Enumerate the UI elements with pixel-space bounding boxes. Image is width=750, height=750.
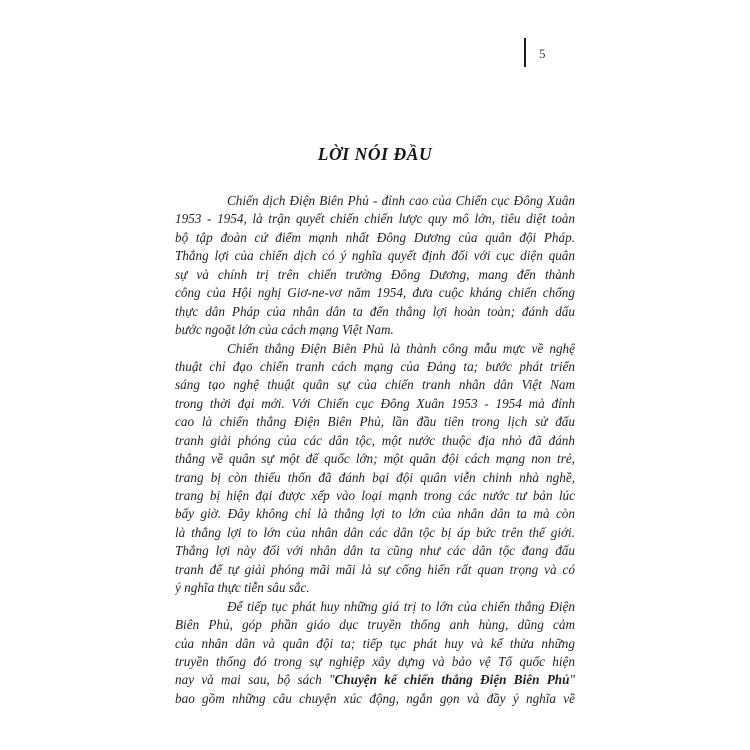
text-line [175,598,575,616]
text-segment: sáng tạo nghệ thuật quân sự của chiến tranh nhân dân Việt Nam [175,377,575,393]
text-segment: bộ tập đoàn cứ điểm mạnh nhất Đông Dương của quân đội Pháp. [175,229,575,245]
text-segment: bước ngoặt lớn của cách mạng Việt Nam. [175,322,394,338]
text-segment: thực dân Pháp của nhân dân ta đến thắng lợi hoàn toàn; đánh dấu [175,303,575,319]
text-line [175,376,575,394]
text-line [175,469,575,487]
text-segment: của nhân dân và quân đội ta; tiếp tục phát huy và kế thừa những [175,635,575,651]
text-segment: trang bị còn thiếu thốn đã đánh bại đội quân viễn chinh nhà nghề, [175,469,575,485]
text-line [175,450,575,468]
text-segment: Để tiếp tục phát huy những giá trị to lớn của chiến thắng Điện [227,598,575,614]
text-segment: tranh để tự giải phóng mãi mãi là sự cống hiến rất quan trọng và có [175,561,575,577]
text-segment: bao gồm những câu chuyện xúc động, ngắn gọn và đầy ý nghĩa về [175,690,575,706]
text-segment: trong thời đại mới. Với Chiến cục Đông Xuân 1953 - 1954 mà đỉnh [175,395,575,411]
text-segment: trang bị hiện đại được xếp vào loại mạnh trong các nước tư bản lúc [175,488,575,503]
text-segment: là thắng lợi to lớn của nhân dân các dân tộc bị áp bức trên thế giới. [175,524,575,540]
text-segment: Thắng lợi của chiến dịch có ý nghĩa quyết định đối với cục diện quân [175,248,575,264]
page-number: 5 [539,46,546,61]
text-line [175,321,575,339]
text-line [175,340,575,358]
text-line [175,432,575,450]
body-text [175,192,575,708]
text-segment: cao là chiến thắng Điện Biên Phủ, lần đầu tiên trong lịch sử đấu [175,414,575,430]
text-line [175,192,575,210]
text-segment: sự và chính trị trên chiến trường Đông Dương, mang đến thành [175,266,575,282]
text-segment: thuật chỉ đạo chiến tranh cách mạng của Đảng ta; bước phát triển [175,358,575,374]
text-line [175,395,575,413]
text-line [175,284,575,302]
text-segment: công của Hội nghị Giơ-ne-vơ năm 1954, đưa cuộc kháng chiến chống [175,285,575,301]
text-line [175,690,575,708]
text-segment: 1953 - 1954, là trận quyết chiến chiến lược quy mô lớn, tiêu diệt toàn [175,211,575,227]
page-number-rule [524,38,526,67]
text-line [175,635,575,653]
text-line [175,266,575,284]
text-line [175,524,575,542]
text-line [175,561,575,579]
text-line [175,358,575,376]
page-title: LỜI NÓI ĐẦU [317,144,433,164]
text-line [175,542,575,560]
text-segment: nay và mai sau, bộ sách " [175,672,335,688]
text-line [175,616,575,634]
text-line [175,653,575,671]
text-segment: bấy giờ. Đây không chỉ là thắng lợi to lớn của nhân dân ta mà còn [175,506,575,522]
text-line [175,303,575,321]
text-line [175,210,575,228]
text-line [175,413,575,431]
text-segment: truyền thống đó trong sự nghiệp xây dựng và bảo vệ Tổ quốc hiện [175,653,575,669]
text-segment: " [569,672,575,688]
text-segment: tranh giải phóng của các dân tộc, một nước thuộc địa nhỏ đã đánh [175,432,575,448]
text-segment: Thắng lợi này đối với nhân dân ta cũng như các dân tộc đang đấu [175,543,575,559]
text-line [175,229,575,247]
text-line [175,247,575,265]
book-title-emphasis: Chuyện kể chiến thắng Điện Biên Phủ [334,672,570,688]
text-segment: ý nghĩa thực tiễn sâu sắc. [175,580,310,596]
text-line [175,579,575,597]
text-segment: Chiến dịch Điện Biên Phủ - đỉnh cao của Chiến cục Đông Xuân [227,193,575,208]
text-segment: Chiến thắng Điện Biên Phủ là thành công mẫu mực về nghệ [227,340,575,356]
text-segment: thắng về quân sự một đế quốc lớn; một quân đội cách mạng non trẻ, [175,451,575,467]
text-line [175,671,575,689]
text-line [175,487,575,505]
text-line [175,505,575,523]
text-segment: Biên Phủ, góp phần giáo dục truyền thống anh hùng, dũng cảm [175,617,575,633]
